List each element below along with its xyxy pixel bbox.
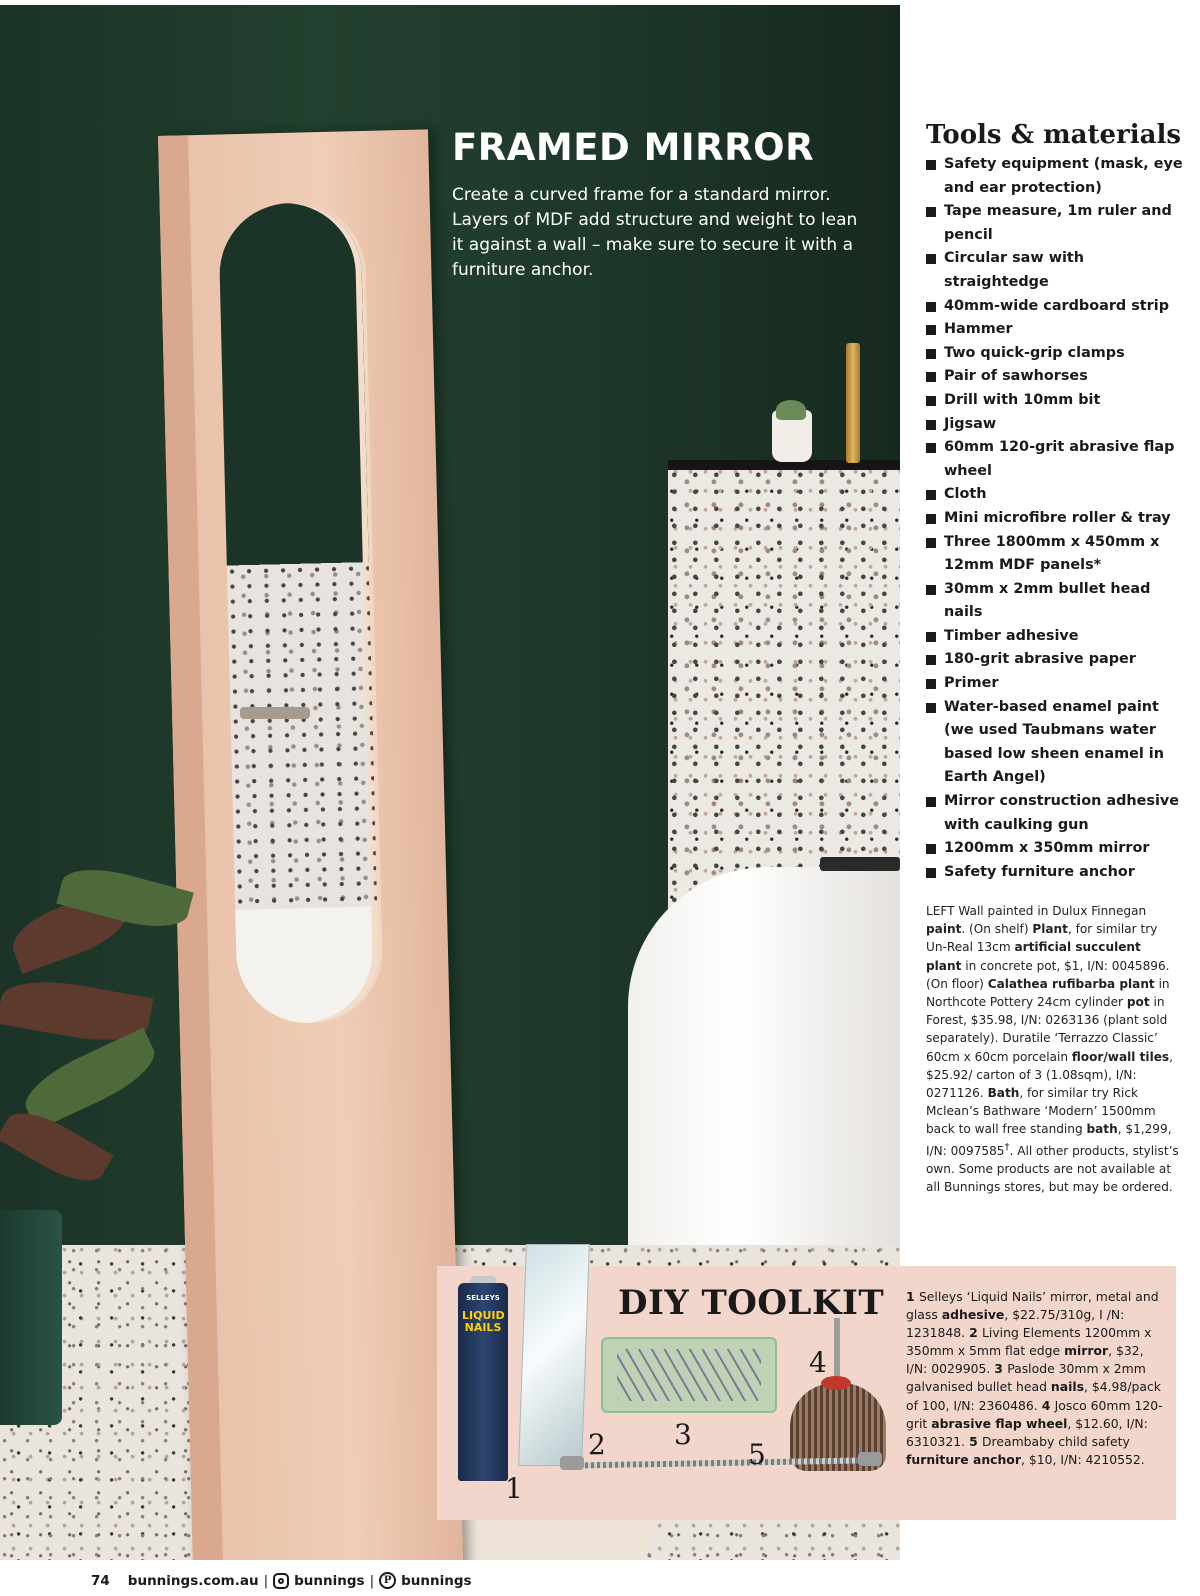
square-bullet-icon bbox=[926, 160, 936, 170]
tools-materials-section bbox=[924, 120, 1184, 884]
page-number: 74 bbox=[91, 1572, 110, 1589]
square-bullet-icon bbox=[926, 372, 936, 382]
pinterest-icon: P bbox=[379, 1572, 396, 1589]
tube-label: LIQUID NAILS bbox=[462, 1309, 505, 1334]
square-bullet-icon bbox=[926, 254, 936, 264]
list-item: Tape measure, 1m ruler and pencil bbox=[924, 200, 1184, 247]
list-item: Drill with 10mm bit bbox=[924, 389, 1184, 413]
list-item: Mirror construction adhesive with caulking gun bbox=[924, 790, 1184, 837]
photo-credits: LEFT Wall painted in Dulux Finnegan paint. (On shelf) Plant, for similar try Un-Real 13cm artificial succulent plant in concrete pot, $1, I/N: 0045896. (On floor) Calathea rufibarba plant in Northcote Pottery 24cm cylinder pot in Forest, $35.98, I/N: 0263136 (plant sold separately). Duratile ‘Terrazzo Classic’ 60cm x 60cm porcelain floor/wall tiles, $25.92/ carton of 3 (1.08sqm), I/N: 0271126. Bath, for similar try Rick Mclean’s Bathware ‘Modern’ 1500mm back to wall free standing bath, $1,299, I/N: 0097585†. All other products, stylist’s own. Some products are not available at all Bunnings stores, but may be ordered. bbox=[926, 904, 1179, 1195]
anchor-bracket bbox=[858, 1452, 882, 1466]
list-item: Timber adhesive bbox=[924, 625, 1184, 649]
list-item: 40mm-wide cardboard strip bbox=[924, 295, 1184, 319]
list-item: Hammer bbox=[924, 318, 1184, 342]
square-bullet-icon bbox=[926, 349, 936, 359]
instagram-icon bbox=[273, 1573, 289, 1589]
list-item: Circular saw with straightedge bbox=[924, 247, 1184, 294]
square-bullet-icon bbox=[926, 797, 936, 807]
square-bullet-icon bbox=[926, 868, 936, 878]
list-item: Safety furniture anchor bbox=[924, 861, 1184, 885]
succulent-plant bbox=[776, 400, 806, 420]
calathea-plant bbox=[0, 865, 220, 1255]
toolkit-description: 1 Selleys ‘Liquid Nails’ mirror, metal and glass adhesive, $22.75/310g, I /N: 1231848. 2 Living Elements 1200mm x 350mm x 5mm flat edge mirror, $32, I/N: 0029905. 3 Paslode 30mm x 2mm galvanised bullet head nails, $4.98/pack of 100, I/N: 2360486. 4 Josco 60mm 120-grit abrasive flap wheel, $12.60, I/N: 6310321. 5 Dreambaby child safety furniture anchor, $10, I/N: 4210552. bbox=[906, 1289, 1163, 1467]
item-number-1: 1 bbox=[505, 1472, 523, 1505]
list-item: Water-based enamel paint (we used Taubmans water based low sheen enamel in Earth Angel) bbox=[924, 696, 1184, 790]
item-number-3: 3 bbox=[674, 1418, 692, 1451]
square-bullet-icon bbox=[926, 325, 936, 335]
separator: | bbox=[369, 1572, 375, 1589]
list-item: Cloth bbox=[924, 483, 1184, 507]
page-footer bbox=[91, 1572, 472, 1589]
headline-block bbox=[452, 126, 872, 283]
square-bullet-icon bbox=[926, 655, 936, 665]
flap-wheel-shaft bbox=[834, 1318, 840, 1380]
square-bullet-icon bbox=[926, 679, 936, 689]
square-bullet-icon bbox=[926, 844, 936, 854]
tools-list bbox=[924, 153, 1184, 884]
list-item: 180-grit abrasive paper bbox=[924, 648, 1184, 672]
square-bullet-icon bbox=[926, 632, 936, 642]
tools-title: Tools & materials bbox=[926, 120, 1181, 150]
toolkit-title: DIY TOOLKIT bbox=[618, 1283, 885, 1323]
square-bullet-icon bbox=[926, 207, 936, 217]
brass-candle bbox=[846, 343, 860, 463]
square-bullet-icon bbox=[926, 703, 936, 713]
list-item: Three 1800mm x 450mm x 12mm MDF panels* bbox=[924, 531, 1184, 578]
list-item: 30mm x 2mm bullet head nails bbox=[924, 578, 1184, 625]
item-number-2: 2 bbox=[588, 1428, 606, 1461]
square-bullet-icon bbox=[926, 443, 936, 453]
bath-tap bbox=[820, 857, 900, 871]
square-bullet-icon bbox=[926, 538, 936, 548]
square-bullet-icon bbox=[926, 420, 936, 430]
item-number-4: 4 bbox=[809, 1346, 827, 1379]
flat-edge-mirror bbox=[518, 1244, 590, 1466]
reflected-tap bbox=[240, 707, 310, 719]
list-item: Mini microfibre roller & tray bbox=[924, 507, 1184, 531]
square-bullet-icon bbox=[926, 490, 936, 500]
list-item: Pair of sawhorses bbox=[924, 365, 1184, 389]
bullet-nails-pack bbox=[601, 1337, 777, 1413]
tube-brand: SELLEYS bbox=[466, 1294, 500, 1302]
list-item: Jigsaw bbox=[924, 413, 1184, 437]
intro-text: Create a curved frame for a standard mirror. Layers of MDF add structure and weight to lean it against a wall – make sure to secure it with a furniture anchor. bbox=[452, 185, 858, 280]
separator: | bbox=[263, 1572, 269, 1589]
oval-mirror-glass bbox=[218, 201, 380, 1024]
anchor-bracket bbox=[560, 1456, 584, 1470]
list-item: Safety equipment (mask, eye and ear protection) bbox=[924, 153, 1184, 200]
list-item: Primer bbox=[924, 672, 1184, 696]
cylinder-pot bbox=[0, 1210, 62, 1425]
instagram-handle[interactable]: bunnings bbox=[294, 1572, 365, 1589]
list-item: 60mm 120-grit abrasive flap wheel bbox=[924, 436, 1184, 483]
square-bullet-icon bbox=[926, 514, 936, 524]
square-bullet-icon bbox=[926, 585, 936, 595]
item-number-5: 5 bbox=[748, 1438, 766, 1471]
square-bullet-icon bbox=[926, 396, 936, 406]
pinterest-handle[interactable]: bunnings bbox=[401, 1572, 472, 1589]
list-item: Two quick-grip clamps bbox=[924, 342, 1184, 366]
page-title: FRAMED MIRROR bbox=[452, 126, 815, 169]
website-link[interactable]: bunnings.com.au bbox=[127, 1572, 259, 1589]
list-item: 1200mm x 350mm mirror bbox=[924, 837, 1184, 861]
square-bullet-icon bbox=[926, 302, 936, 312]
